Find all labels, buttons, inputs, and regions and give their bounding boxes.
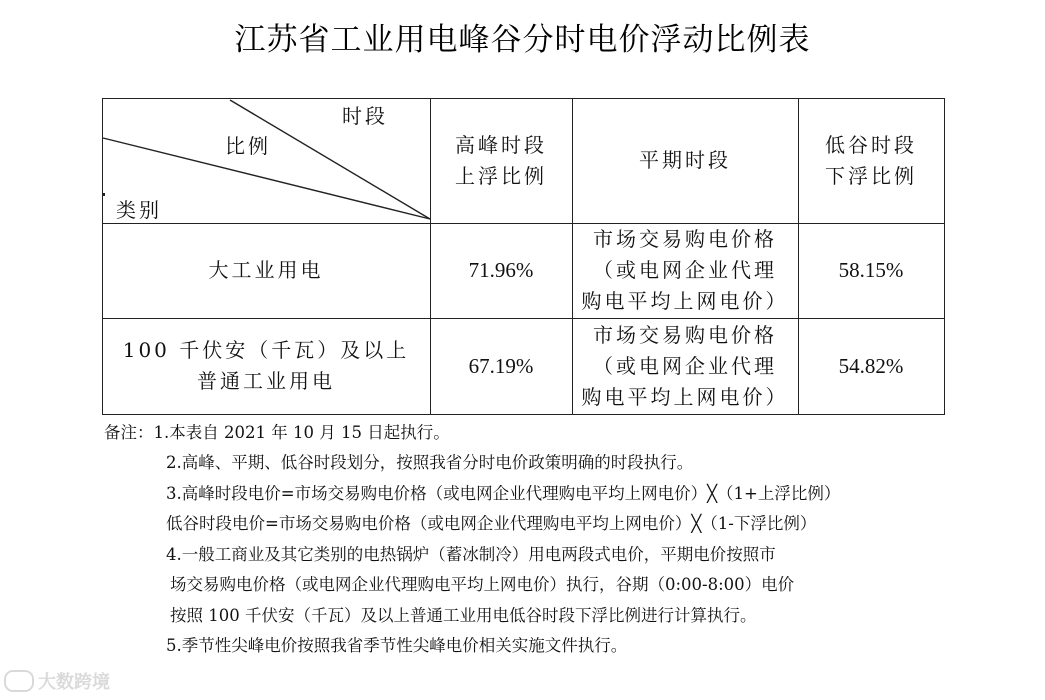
header-flat (572, 98, 798, 223)
row-category-label: 100 千伏安（千瓦）及以上 普通工业用电 (122, 338, 410, 393)
row-category-label: 大工业用电 (208, 258, 324, 282)
note-line: 低谷时段电价=市场交易购电价格（或电网企业代理购电平均上网电价）╳（1-下浮比例） (166, 514, 817, 533)
watermark-text: 大数跨境 (38, 672, 110, 693)
table-row-1-valley (798, 223, 944, 318)
header-corner-category: 类别 (116, 198, 162, 222)
watermark (4, 668, 110, 694)
table-row-1-flat (572, 223, 798, 318)
note-line: 5.季节性尖峰电价按照我省季节性尖峰电价相关实施文件执行。 (166, 636, 628, 655)
header-valley-label: 低谷时段 下浮比例 (825, 132, 917, 188)
note-line: 3.高峰时段电价=市场交易购电价格（或电网企业代理购电平均上网电价）╳（1+上浮比例） (166, 484, 841, 503)
watermark-logo-icon (4, 670, 34, 692)
header-flat-label: 平期时段 (639, 148, 731, 172)
note-line: 场交易购电价格（或电网企业代理购电平均上网电价）执行，谷期（0:00-8:00）电价 (170, 575, 795, 594)
table-row-2-flat (572, 318, 798, 414)
table-row-1-peak (430, 223, 572, 318)
header-valley (798, 98, 944, 223)
table-row-2-peak (430, 318, 572, 414)
page-title: 江苏省工业用电峰谷分时电价浮动比例表 (234, 22, 811, 58)
note-line: 备注：1.本表自 2021 年 10 月 15 日起执行。 (104, 423, 450, 442)
row-valley-value: 54.82% (838, 353, 904, 378)
row-peak-value: 71.96% (468, 258, 534, 282)
table-border-right (944, 98, 945, 415)
header-peak (430, 98, 572, 223)
note-line: 按照 100 千伏安（千瓦）及以上普通工业用电低谷时段下浮比例进行计算执行。 (170, 606, 757, 625)
table-row-2-valley (798, 318, 944, 414)
row-flat-value: 市场交易购电价格 （或电网企业代理 购电平均上网电价） (581, 322, 789, 409)
row-valley-value: 58.15% (838, 258, 904, 282)
header-corner-period: 时段 (342, 104, 388, 128)
header-corner-ratio: 比例 (225, 134, 271, 158)
header-peak-label: 高峰时段 上浮比例 (455, 132, 547, 188)
table-row-1-category (102, 223, 430, 318)
note-line: 2.高峰、平期、低谷时段划分，按照我省分时电价政策明确的时段执行。 (166, 453, 694, 472)
price-table (102, 98, 945, 415)
row-flat-value: 市场交易购电价格 （或电网企业代理 购电平均上网电价） (581, 227, 789, 313)
row-peak-value: 67.19% (468, 353, 534, 378)
note-line: 4.一般工商业及其它类别的电热锅炉（蓄冰制冷）用电两段式电价，平期电价按照市 (166, 545, 776, 564)
table-row-2-category (102, 318, 430, 414)
table-border-bottom (102, 414, 945, 415)
